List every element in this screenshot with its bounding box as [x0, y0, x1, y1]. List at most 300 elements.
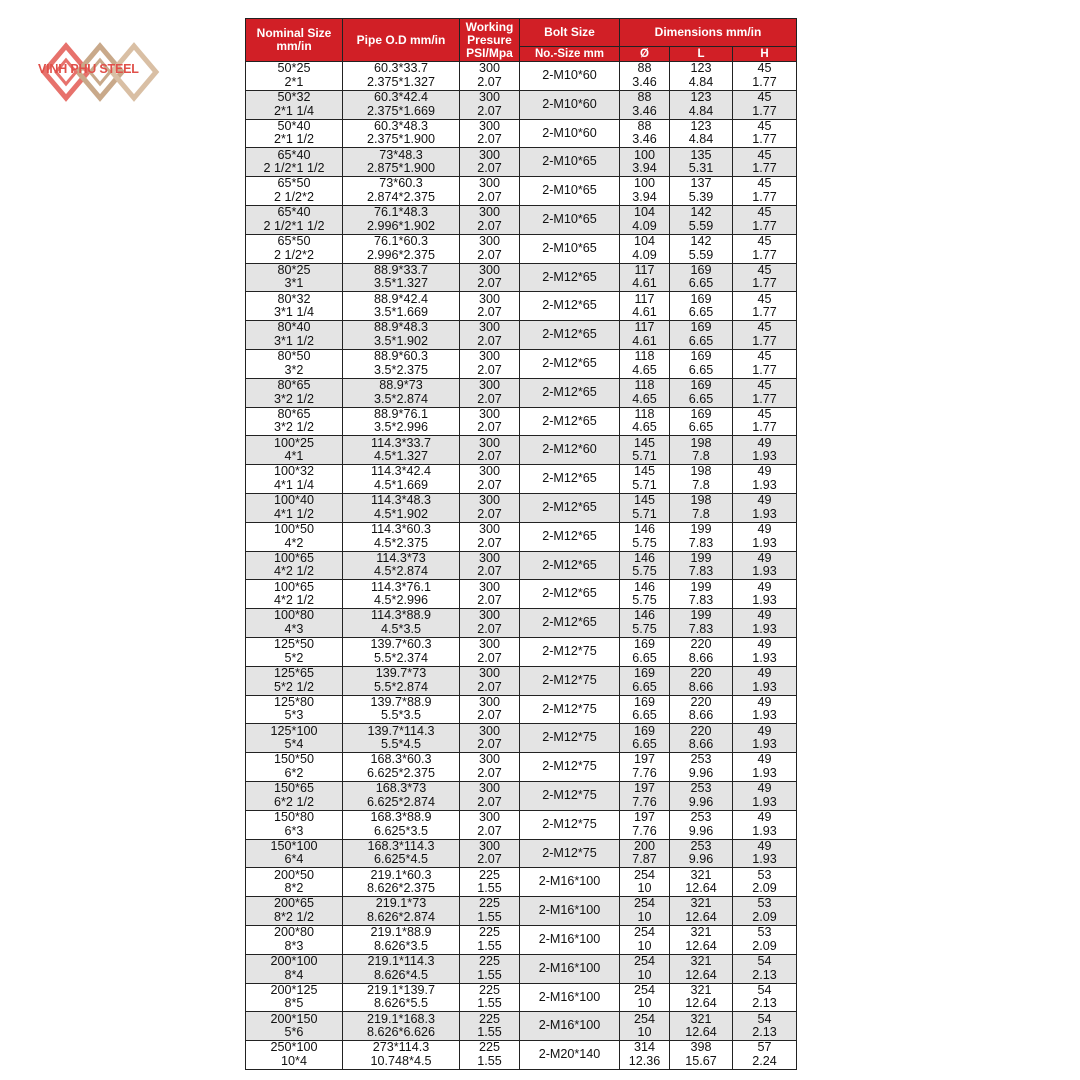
cell-nominal-size-value: 250*100	[270, 1040, 318, 1055]
cell-dim-l	[670, 637, 733, 666]
cell-dim-phi	[620, 234, 670, 263]
table-row	[246, 810, 797, 839]
cell-working-pressure-value: 225	[478, 896, 500, 911]
table-row	[246, 62, 797, 91]
header-dim-phi: Ø	[620, 47, 670, 62]
cell-working-pressure-value: 300	[478, 637, 500, 652]
cell-pipe-od-value: 60.3*42.4	[374, 90, 428, 105]
cell-dim-h-value: 45	[757, 291, 772, 306]
cell-nominal-size-value: 125*50	[274, 637, 314, 652]
cell-dim-phi	[620, 666, 670, 695]
cell-working-pressure	[460, 810, 520, 839]
cell-dim-phi-value: 6.65	[632, 679, 657, 694]
cell-working-pressure	[460, 983, 520, 1012]
cell-dim-h-value: 54	[757, 983, 772, 997]
cell-pipe-od-value: 88.9*76.1	[374, 407, 428, 421]
cell-dim-phi	[620, 954, 670, 983]
cell-nominal-size-value: 2*1 1/4	[274, 103, 314, 118]
cell-nominal-size	[246, 263, 343, 292]
cell-dim-phi-value: 117	[634, 320, 655, 335]
cell-dim-h	[733, 695, 797, 724]
cell-bolt-size	[520, 205, 620, 234]
cell-dim-l-value: 169	[690, 320, 712, 335]
cell-pipe-od-value: 8.626*4.5	[374, 967, 428, 982]
cell-dim-phi	[620, 580, 670, 609]
cell-pipe-od-value: 10.748*4.5	[370, 1053, 432, 1068]
cell-dim-h-value: 57	[757, 1040, 772, 1055]
cell-pipe-od-value: 3.5*2.375	[374, 362, 428, 377]
cell-working-pressure	[460, 465, 520, 494]
header-bolt-sub: No.-Size mm	[520, 47, 620, 62]
cell-dim-l-value: 7.8	[692, 449, 710, 464]
cell-bolt-size	[520, 522, 620, 551]
cell-bolt-size-value: 2-M12*75	[542, 672, 597, 687]
cell-bolt-size	[520, 1041, 620, 1070]
table-row	[246, 868, 797, 897]
cell-pipe-od-value: 3.5*2.996	[374, 420, 428, 435]
cell-pipe-od-value: 73*60.3	[379, 176, 423, 191]
cell-pipe-od-value: 168.3*73	[375, 781, 427, 796]
cell-dim-l-value: 12.64	[685, 996, 717, 1011]
cell-pipe-od	[343, 666, 460, 695]
header-dimensions: Dimensions mm/in	[620, 19, 797, 47]
cell-dim-h-value: 49	[757, 608, 772, 623]
cell-nominal-size	[246, 205, 343, 234]
table-row	[246, 637, 797, 666]
cell-bolt-size-value: 2-M10*65	[542, 240, 597, 255]
header-working-pressure: Working Presure PSI/Mpa	[460, 19, 520, 62]
cell-dim-phi-value: 169	[633, 637, 655, 652]
table-row	[246, 983, 797, 1012]
cell-working-pressure-value: 2.07	[477, 650, 502, 665]
cell-dim-l-value: 9.96	[688, 766, 714, 781]
cell-working-pressure-value: 2.07	[477, 708, 502, 723]
cell-dim-phi-value: 4.65	[632, 420, 657, 435]
cell-dim-phi-value: 4.09	[632, 218, 657, 233]
cell-dim-phi-value: 118	[634, 378, 655, 393]
cell-working-pressure	[460, 234, 520, 263]
cell-dim-l-value: 7.83	[688, 535, 714, 550]
cell-working-pressure-value: 2.07	[477, 823, 502, 838]
cell-working-pressure-value: 300	[478, 234, 500, 249]
cell-bolt-size-value: 2-M12*65	[542, 413, 597, 428]
cell-dim-l-value: 198	[690, 493, 712, 508]
cell-bolt-size-value: 2-M12*65	[542, 384, 597, 399]
cell-nominal-size	[246, 897, 343, 926]
cell-nominal-size-value: 5*2	[284, 650, 304, 665]
cell-dim-h	[733, 580, 797, 609]
cell-pipe-od-value: 88.9*60.3	[374, 349, 428, 364]
cell-dim-phi	[620, 983, 670, 1012]
cell-working-pressure-value: 2.07	[477, 334, 502, 349]
cell-working-pressure-value: 1.55	[477, 996, 502, 1011]
cell-bolt-size-value: 2-M10*60	[542, 125, 597, 140]
cell-pipe-od	[343, 983, 460, 1012]
cell-nominal-size-value: 3*1 1/2	[274, 334, 314, 349]
cell-working-pressure-value: 300	[478, 205, 500, 220]
cell-bolt-size	[520, 62, 620, 91]
cell-dim-l	[670, 493, 733, 522]
cell-pipe-od-value: 5.5*2.874	[374, 679, 428, 694]
cell-pipe-od-value: 5.5*2.374	[374, 650, 428, 665]
cell-working-pressure	[460, 292, 520, 321]
cell-dim-l	[670, 349, 733, 378]
cell-dim-l-value: 321	[690, 954, 712, 968]
cell-working-pressure	[460, 580, 520, 609]
cell-dim-phi	[620, 753, 670, 782]
cell-nominal-size-value: 10*4	[281, 1053, 307, 1068]
cell-dim-l-value: 137	[690, 176, 712, 191]
cell-pipe-od-value: 8.626*6.626	[367, 1025, 435, 1040]
cell-pipe-od-value: 139.7*60.3	[370, 637, 432, 652]
cell-dim-phi-value: 7.76	[632, 823, 657, 838]
cell-pipe-od-value: 219.1*168.3	[367, 1011, 435, 1026]
cell-pipe-od	[343, 465, 460, 494]
cell-dim-l-value: 198	[690, 464, 712, 479]
cell-dim-l	[670, 781, 733, 810]
cell-dim-l-value: 4.84	[688, 103, 714, 118]
cell-nominal-size-value: 125*80	[274, 695, 314, 709]
cell-working-pressure	[460, 868, 520, 897]
cell-working-pressure	[460, 724, 520, 753]
cell-dim-l-value: 12.64	[685, 938, 717, 953]
cell-dim-l-value: 253	[690, 839, 712, 853]
cell-dim-l-value: 199	[690, 522, 712, 537]
cell-working-pressure-value: 300	[478, 378, 500, 393]
cell-dim-h-value: 45	[757, 61, 772, 76]
table-row	[246, 119, 797, 148]
cell-nominal-size-value: 6*4	[284, 852, 304, 867]
cell-dim-l	[670, 321, 733, 350]
cell-working-pressure	[460, 925, 520, 954]
table-row	[246, 493, 797, 522]
cell-nominal-size	[246, 954, 343, 983]
cell-nominal-size-value: 50*32	[277, 90, 311, 105]
cell-dim-l	[670, 436, 733, 465]
cell-bolt-size-value: 2-M12*65	[542, 269, 597, 284]
cell-pipe-od-value: 139.7*73	[375, 666, 427, 681]
cell-dim-h	[733, 954, 797, 983]
cell-dim-h-value: 49	[757, 637, 772, 652]
cell-nominal-size	[246, 378, 343, 407]
cell-dim-h-value: 49	[757, 723, 772, 738]
cell-dim-phi-value: 4.61	[632, 334, 657, 349]
cell-dim-l-value: 9.96	[688, 794, 714, 809]
cell-pipe-od-value: 3.5*1.327	[374, 276, 428, 291]
cell-dim-phi	[620, 148, 670, 177]
cell-dim-phi	[620, 868, 670, 897]
cell-dim-phi-value: 4.65	[632, 362, 657, 377]
cell-dim-phi-value: 3.94	[632, 190, 657, 205]
cell-pipe-od-value: 2.875*1.900	[367, 161, 435, 176]
cell-dim-l-value: 169	[690, 263, 712, 277]
cell-working-pressure	[460, 551, 520, 580]
cell-dim-h	[733, 522, 797, 551]
cell-dim-l-value: 198	[690, 435, 712, 450]
cell-dim-l	[670, 897, 733, 926]
table-row	[246, 925, 797, 954]
cell-dim-h	[733, 349, 797, 378]
cell-nominal-size-value: 4*1	[284, 449, 304, 464]
cell-pipe-od	[343, 522, 460, 551]
logo-text: VINH PHU STEEL	[38, 62, 139, 76]
cell-dim-phi	[620, 177, 670, 206]
spec-table	[245, 18, 797, 1070]
cell-pipe-od-value: 4.5*3.5	[381, 622, 421, 637]
cell-pipe-od	[343, 263, 460, 292]
cell-nominal-size-value: 80*40	[277, 320, 311, 335]
cell-dim-h-value: 49	[757, 695, 772, 709]
cell-dim-phi-value: 6.65	[632, 737, 657, 752]
cell-nominal-size-value: 65*40	[277, 205, 311, 220]
cell-dim-phi	[620, 695, 670, 724]
cell-dim-l-value: 321	[690, 867, 712, 882]
cell-dim-l	[670, 205, 733, 234]
cell-dim-phi	[620, 925, 670, 954]
cell-dim-phi-value: 197	[633, 810, 655, 825]
cell-working-pressure-value: 300	[478, 263, 500, 277]
cell-dim-l-value: 321	[690, 896, 712, 911]
cell-pipe-od-value: 88.9*33.7	[374, 263, 428, 277]
cell-bolt-size	[520, 177, 620, 206]
cell-dim-phi	[620, 407, 670, 436]
cell-working-pressure	[460, 90, 520, 119]
cell-bolt-size-value: 2-M16*100	[538, 932, 601, 946]
cell-dim-phi-value: 10	[637, 1025, 652, 1040]
cell-nominal-size-value: 125*65	[274, 666, 314, 681]
cell-dim-phi-value: 104	[633, 234, 655, 249]
cell-dim-l	[670, 378, 733, 407]
cell-dim-phi-value: 10	[637, 967, 652, 982]
cell-dim-phi	[620, 897, 670, 926]
table-row	[246, 349, 797, 378]
cell-dim-h-value: 2.09	[752, 910, 777, 924]
cell-dim-phi-value: 3.46	[632, 132, 657, 147]
cell-dim-h-value: 45	[757, 205, 772, 220]
cell-dim-l-value: 220	[690, 666, 712, 681]
cell-dim-phi	[620, 321, 670, 350]
cell-nominal-size-value: 4*2 1/2	[274, 564, 314, 579]
cell-dim-l	[670, 148, 733, 177]
cell-bolt-size-value: 2-M12*65	[542, 557, 597, 572]
cell-dim-h-value: 49	[757, 666, 772, 681]
cell-dim-phi-value: 3.94	[632, 161, 657, 176]
cell-dim-h	[733, 666, 797, 695]
cell-dim-phi-value: 7.87	[632, 852, 657, 867]
cell-nominal-size-value: 200*80	[274, 925, 314, 940]
cell-nominal-size	[246, 580, 343, 609]
cell-pipe-od-value: 219.1*139.7	[367, 983, 435, 997]
cell-bolt-size	[520, 983, 620, 1012]
cell-bolt-size-value: 2-M12*75	[542, 730, 597, 745]
cell-working-pressure-value: 225	[478, 867, 500, 882]
cell-dim-l-value: 8.66	[688, 650, 714, 665]
cell-dim-h-value: 1.77	[752, 218, 777, 233]
cell-nominal-size-value: 2 1/2*2	[274, 190, 314, 205]
cell-dim-h-value: 49	[757, 810, 772, 825]
cell-dim-phi-value: 200	[633, 839, 655, 853]
cell-dim-l-value: 253	[690, 781, 712, 796]
cell-dim-h-value: 1.93	[752, 650, 777, 665]
table-row	[246, 724, 797, 753]
cell-bolt-size-value: 2-M12*75	[542, 759, 597, 774]
cell-dim-h-value: 1.77	[752, 305, 777, 320]
cell-dim-h-value: 54	[757, 1011, 772, 1026]
cell-dim-h	[733, 637, 797, 666]
table-row	[246, 781, 797, 810]
cell-dim-h-value: 1.93	[752, 737, 777, 752]
cell-pipe-od-value: 139.7*114.3	[367, 723, 435, 738]
cell-working-pressure-value: 2.07	[477, 161, 502, 176]
cell-dim-phi-value: 254	[633, 867, 655, 882]
cell-dim-l-value: 123	[690, 61, 712, 76]
cell-dim-phi-value: 88	[637, 119, 652, 133]
cell-nominal-size	[246, 810, 343, 839]
cell-nominal-size-value: 8*4	[284, 967, 304, 982]
table-row	[246, 407, 797, 436]
cell-dim-phi-value: 104	[633, 205, 655, 220]
cell-nominal-size	[246, 465, 343, 494]
cell-pipe-od	[343, 234, 460, 263]
cell-pipe-od-value: 8.626*2.874	[367, 910, 435, 924]
cell-nominal-size-value: 150*65	[274, 781, 314, 796]
cell-dim-l	[670, 407, 733, 436]
cell-bolt-size-value: 2-M12*75	[542, 816, 597, 831]
cell-nominal-size-value: 3*2	[284, 362, 304, 377]
cell-dim-h-value: 49	[757, 522, 772, 537]
cell-nominal-size-value: 125*100	[270, 723, 318, 738]
cell-dim-phi-value: 254	[633, 925, 655, 940]
cell-dim-l-value: 6.65	[688, 391, 714, 406]
cell-nominal-size-value: 65*40	[277, 147, 311, 162]
cell-pipe-od	[343, 925, 460, 954]
cell-dim-phi-value: 146	[633, 551, 655, 565]
cell-dim-h-value: 1.77	[752, 420, 777, 435]
cell-pipe-od-value: 114.3*42.4	[371, 464, 431, 479]
cell-dim-h	[733, 321, 797, 350]
cell-working-pressure	[460, 436, 520, 465]
cell-working-pressure	[460, 493, 520, 522]
cell-pipe-od	[343, 609, 460, 638]
cell-dim-phi	[620, 781, 670, 810]
cell-pipe-od-value: 73*48.3	[379, 147, 423, 162]
cell-dim-phi-value: 254	[633, 983, 655, 997]
cell-pipe-od	[343, 580, 460, 609]
cell-working-pressure	[460, 1041, 520, 1070]
table-row	[246, 839, 797, 868]
cell-nominal-size-value: 80*65	[277, 407, 311, 421]
cell-dim-l-value: 199	[690, 579, 712, 594]
cell-dim-phi	[620, 493, 670, 522]
cell-dim-h-value: 54	[757, 954, 772, 968]
cell-nominal-size	[246, 666, 343, 695]
cell-pipe-od	[343, 177, 460, 206]
cell-dim-l-value: 321	[690, 983, 712, 997]
cell-dim-h-value: 1.77	[752, 391, 777, 406]
cell-dim-l-value: 169	[690, 407, 712, 421]
cell-bolt-size	[520, 234, 620, 263]
cell-working-pressure-value: 225	[478, 1040, 500, 1055]
cell-working-pressure-value: 2.07	[477, 478, 502, 493]
cell-dim-l-value: 169	[690, 349, 712, 364]
cell-dim-phi-value: 4.61	[632, 305, 657, 320]
cell-dim-l-value: 12.64	[685, 967, 717, 982]
cell-dim-h-value: 53	[757, 867, 772, 882]
cell-dim-phi	[620, 609, 670, 638]
cell-working-pressure-value: 2.07	[477, 247, 502, 262]
header-nominal-size: Nominal Size mm/in	[246, 19, 343, 62]
cell-dim-phi-value: 117	[634, 291, 655, 306]
cell-dim-l-value: 199	[690, 608, 712, 623]
cell-nominal-size-value: 6*2	[284, 766, 304, 781]
cell-nominal-size	[246, 637, 343, 666]
cell-nominal-size	[246, 493, 343, 522]
cell-bolt-size-value: 2-M12*65	[542, 356, 597, 371]
cell-nominal-size-value: 5*2 1/2	[274, 679, 314, 694]
cell-working-pressure-value: 1.55	[477, 1025, 502, 1040]
cell-dim-h-value: 2.13	[752, 967, 777, 982]
cell-dim-l-value: 135	[690, 147, 712, 162]
cell-nominal-size-value: 100*65	[274, 579, 314, 594]
cell-dim-h	[733, 925, 797, 954]
cell-dim-phi-value: 6.65	[632, 650, 657, 665]
cell-pipe-od	[343, 868, 460, 897]
cell-working-pressure	[460, 263, 520, 292]
cell-pipe-od-value: 219.1*88.9	[370, 925, 432, 940]
cell-dim-phi	[620, 724, 670, 753]
cell-nominal-size-value: 2 1/2*1 1/2	[263, 218, 325, 233]
cell-dim-phi-value: 254	[633, 954, 655, 968]
cell-working-pressure-value: 300	[478, 608, 500, 623]
cell-pipe-od-value: 273*114.3	[372, 1040, 430, 1055]
cell-nominal-size-value: 80*65	[277, 378, 311, 393]
cell-dim-h-value: 1.93	[752, 679, 777, 694]
cell-bolt-size-value: 2-M12*65	[542, 500, 597, 515]
cell-nominal-size-value: 150*80	[274, 810, 314, 825]
cell-dim-h	[733, 378, 797, 407]
cell-pipe-od	[343, 753, 460, 782]
header-dim-h: H	[733, 47, 797, 62]
cell-dim-l-value: 123	[690, 90, 712, 105]
cell-dim-phi-value: 10	[637, 910, 652, 924]
cell-dim-phi	[620, 839, 670, 868]
cell-nominal-size-value: 200*50	[274, 867, 314, 882]
table-row	[246, 753, 797, 782]
cell-dim-h-value: 1.77	[752, 190, 777, 205]
cell-dim-l	[670, 724, 733, 753]
cell-bolt-size	[520, 292, 620, 321]
cell-dim-l-value: 7.8	[692, 506, 710, 521]
cell-working-pressure-value: 300	[478, 723, 500, 738]
cell-dim-l-value: 5.59	[688, 247, 714, 262]
cell-bolt-size	[520, 666, 620, 695]
cell-dim-phi-value: 5.75	[632, 535, 657, 550]
cell-dim-phi	[620, 637, 670, 666]
cell-dim-h	[733, 62, 797, 91]
cell-bolt-size	[520, 321, 620, 350]
cell-working-pressure-value: 2.07	[477, 622, 502, 637]
cell-pipe-od	[343, 724, 460, 753]
cell-dim-phi-value: 10	[637, 938, 652, 953]
cell-nominal-size-value: 3*2 1/2	[274, 391, 314, 406]
cell-bolt-size	[520, 839, 620, 868]
cell-pipe-od-value: 4.5*2.996	[374, 593, 428, 608]
cell-working-pressure-value: 2.07	[477, 794, 502, 809]
cell-nominal-size	[246, 781, 343, 810]
cell-dim-h-value: 2.24	[752, 1053, 777, 1068]
table-row	[246, 148, 797, 177]
cell-dim-l-value: 6.65	[688, 276, 714, 291]
